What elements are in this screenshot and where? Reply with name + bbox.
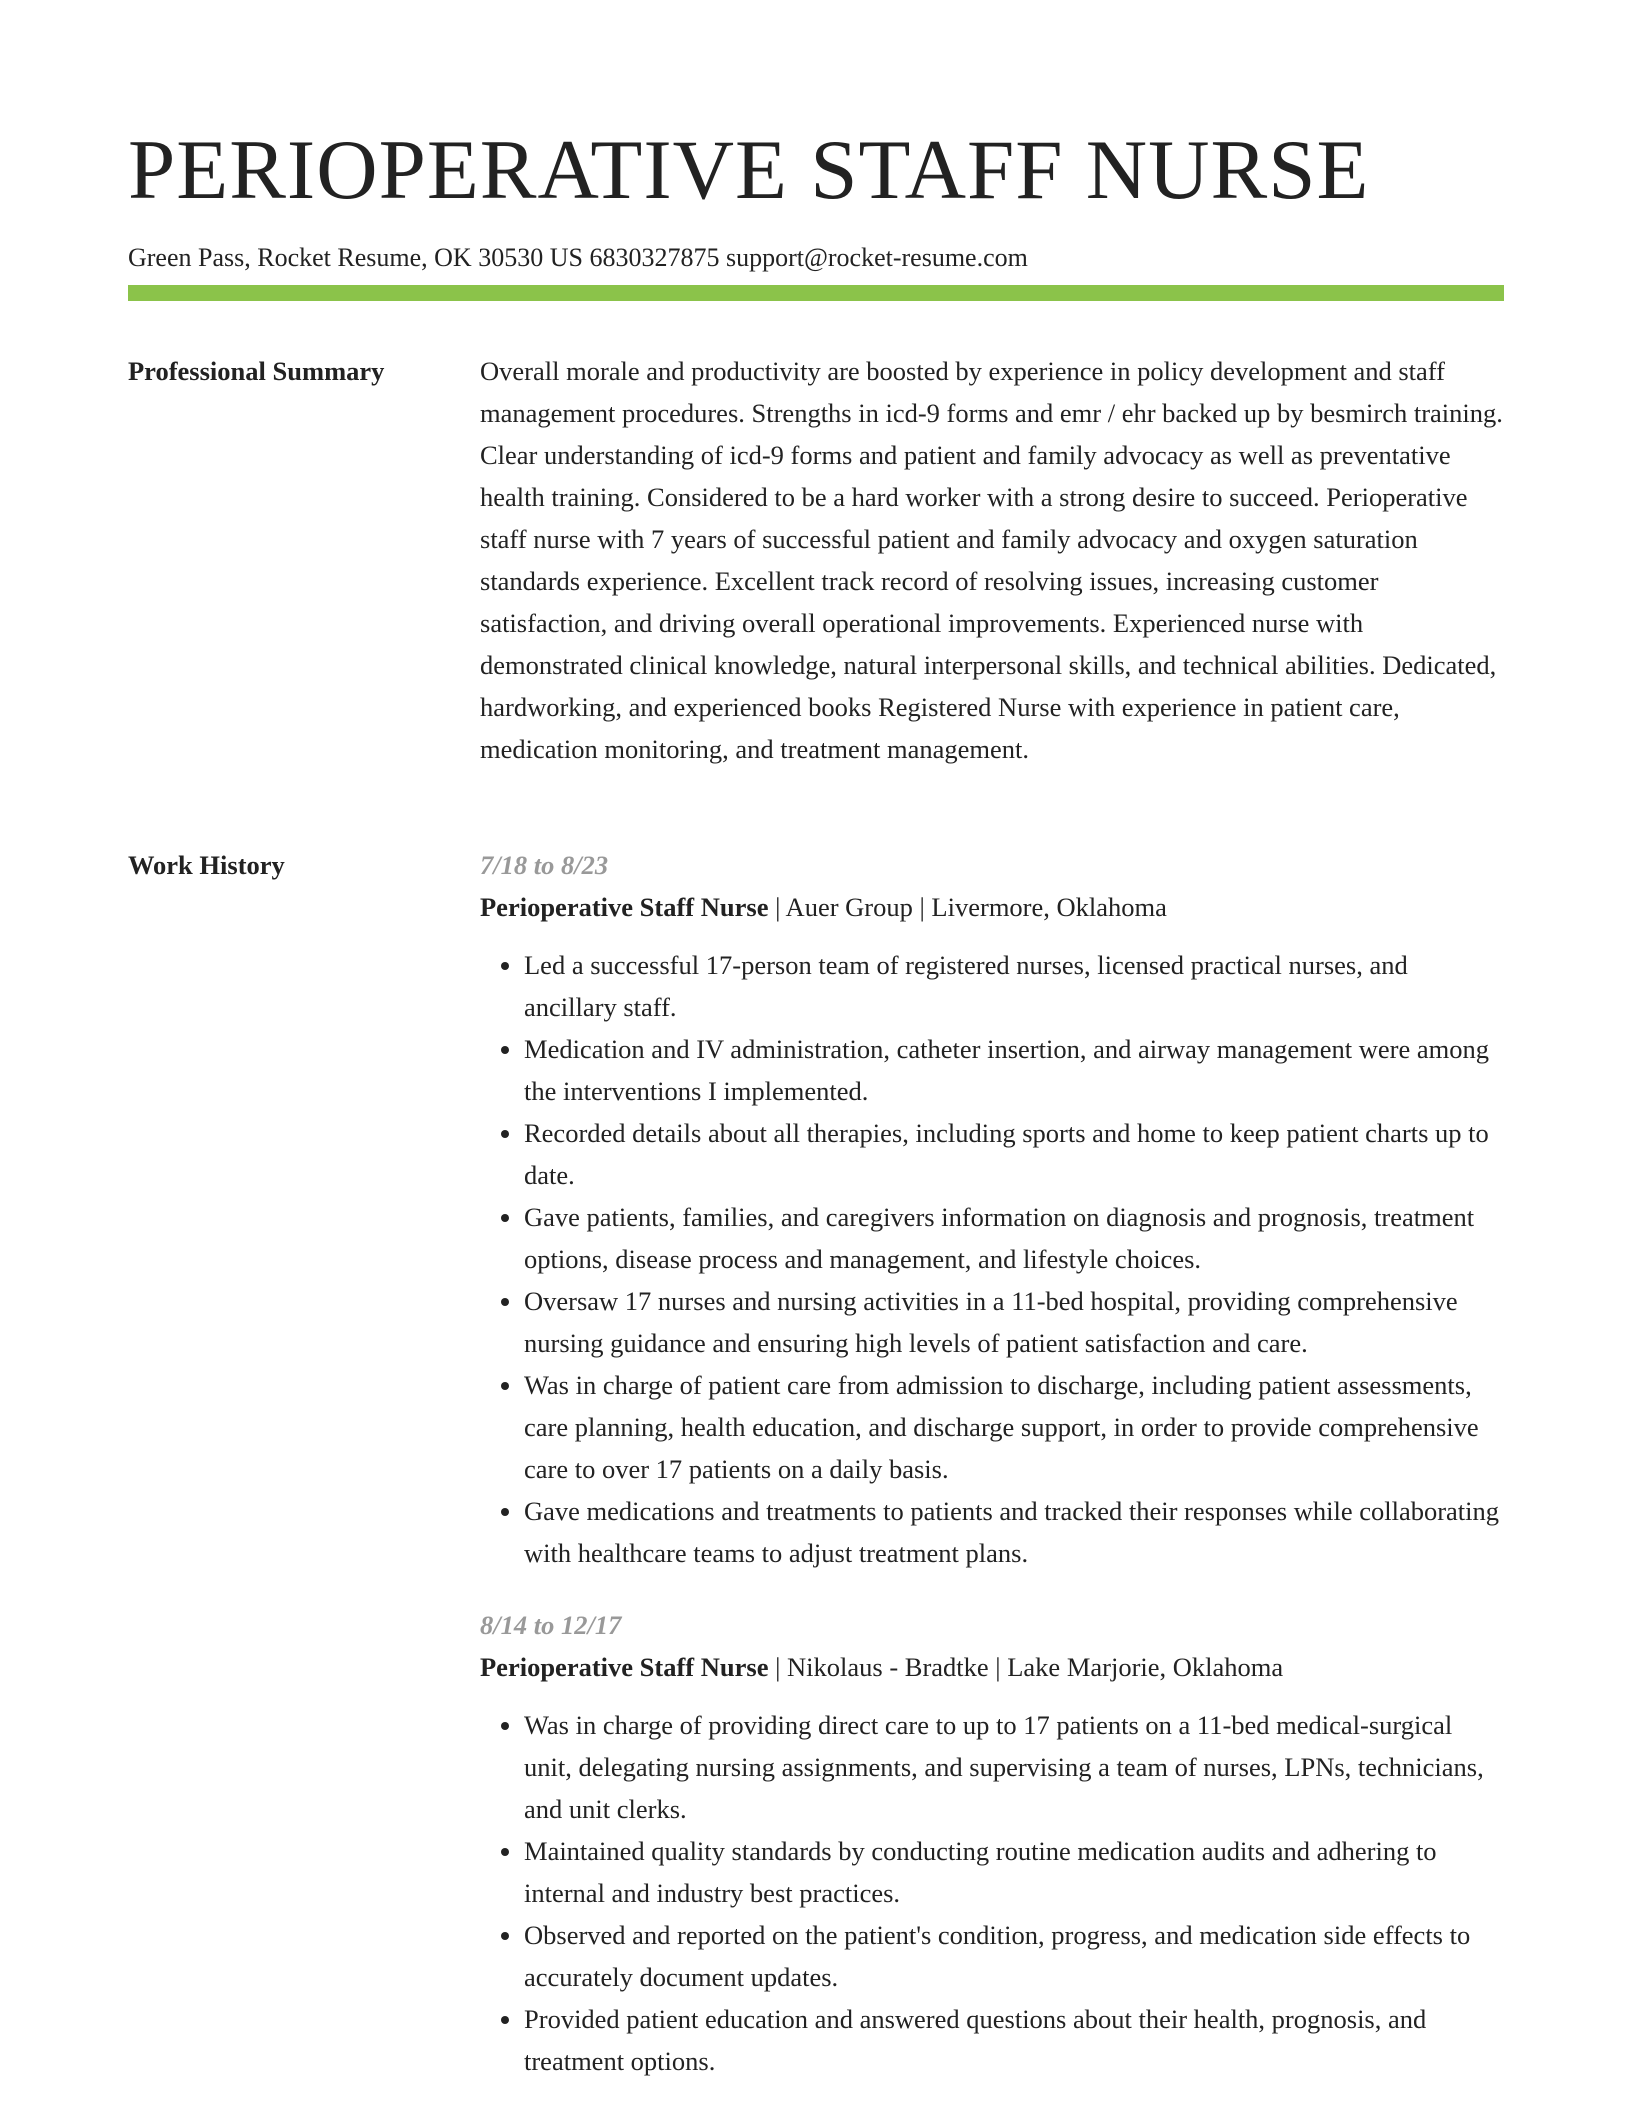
contact-address: Green Pass, Rocket Resume, OK 30530 US bbox=[128, 243, 583, 272]
contact-email: support@rocket-resume.com bbox=[725, 243, 1028, 272]
job-bullet: • Was in charge of providing direct care to up to 17 patients on a 11-bed medical-surgical unit, delegating nursing assignments, and supervising a team of nurses, LPNs, technicians, and unit clerks. bbox=[524, 1704, 1504, 1830]
job-bullet: • Maintained quality standards by conducting routine medication audits and adhering to internal and industry best practices. bbox=[524, 1830, 1504, 1914]
resume-title: PERIOPERATIVE STAFF NURSE bbox=[128, 123, 1370, 217]
job-dates: 8/14 to 12/17 bbox=[480, 1610, 622, 1640]
job-bullet: • Provided patient education and answered questions about their health, prognosis, and treatment options. bbox=[524, 1998, 1504, 2082]
work-history-heading: Work History bbox=[128, 850, 285, 880]
job-bullet: • Recorded details about all therapies, including sports and home to keep patient charts up to date. bbox=[524, 1112, 1504, 1196]
contact-phone: 6830327875 bbox=[589, 243, 720, 272]
job-bullet: • Gave patients, families, and caregivers information on diagnosis and prognosis, treatment options, disease process and management, and lifestyle choices. bbox=[524, 1196, 1504, 1280]
professional-summary-text: Overall morale and productivity are boosted by experience in policy development and staff management procedures. Strengths in icd-9 forms and emr / ehr backed up by besmirch training. Clear understanding of icd-9 forms and patient and family advocacy as well as preventative health training. Considered to be a hard worker with a strong desire to succeed. Perioperative staff nurse with 7 years of successful patient and family advocacy and oxygen saturation standards experience. Excellent track record of resolving issues, increasing customer satisfaction, and driving overall operational improvements. Experienced nurse with demonstrated clinical knowledge, natural interpersonal skills, and technical abilities. Dedicated, hardworking, and experienced books Registered Nurse with experience in patient care, medication monitoring, and treatment management. bbox=[480, 356, 1503, 764]
job-bullet: • Was in charge of patient care from admission to discharge, including patient assessments, care planning, health education, and discharge support, in order to provide comprehensive care to over 17 patients on a daily basis. bbox=[524, 1364, 1504, 1490]
job-title: Perioperative Staff Nurse bbox=[480, 892, 769, 922]
job-bullet: • Observed and reported on the patient's condition, progress, and medication side effects to accurately document updates. bbox=[524, 1914, 1504, 1998]
accent-divider bbox=[128, 285, 1504, 301]
professional-summary-body bbox=[480, 350, 1504, 770]
job-bullet-list bbox=[480, 944, 1504, 1574]
job-details: | Auer Group | Livermore, Oklahoma bbox=[768, 892, 1167, 922]
job-bullet: • Led a successful 17-person team of registered nurses, licensed practical nurses, and ancillary staff. bbox=[524, 944, 1504, 1028]
job-details: | Nikolaus - Bradtke | Lake Marjorie, Oklahoma bbox=[768, 1652, 1284, 1682]
job-heading bbox=[480, 1646, 1504, 1688]
job-dates: 7/18 to 8/23 bbox=[480, 850, 609, 880]
job-bullet: • Oversaw 17 nurses and nursing activities in a 11-bed hospital, providing comprehensive nursing guidance and ensuring high levels of patient satisfaction and care. bbox=[524, 1280, 1504, 1364]
contact-line bbox=[128, 241, 1504, 275]
job-entry bbox=[480, 1604, 1504, 2082]
professional-summary-heading: Professional Summary bbox=[128, 356, 385, 386]
job-bullet: • Medication and IV administration, catheter insertion, and airway management were among the interventions I implemented. bbox=[524, 1028, 1504, 1112]
resume-header bbox=[128, 112, 1504, 275]
job-bullet: • Gave medications and treatments to patients and tracked their responses while collaborating with healthcare teams to adjust treatment plans. bbox=[524, 1490, 1504, 1574]
job-heading bbox=[480, 886, 1504, 928]
job-entry bbox=[480, 844, 1504, 1574]
job-bullet-list bbox=[480, 1704, 1504, 2082]
work-history-body bbox=[480, 844, 1504, 2112]
job-title: Perioperative Staff Nurse bbox=[480, 1652, 769, 1682]
